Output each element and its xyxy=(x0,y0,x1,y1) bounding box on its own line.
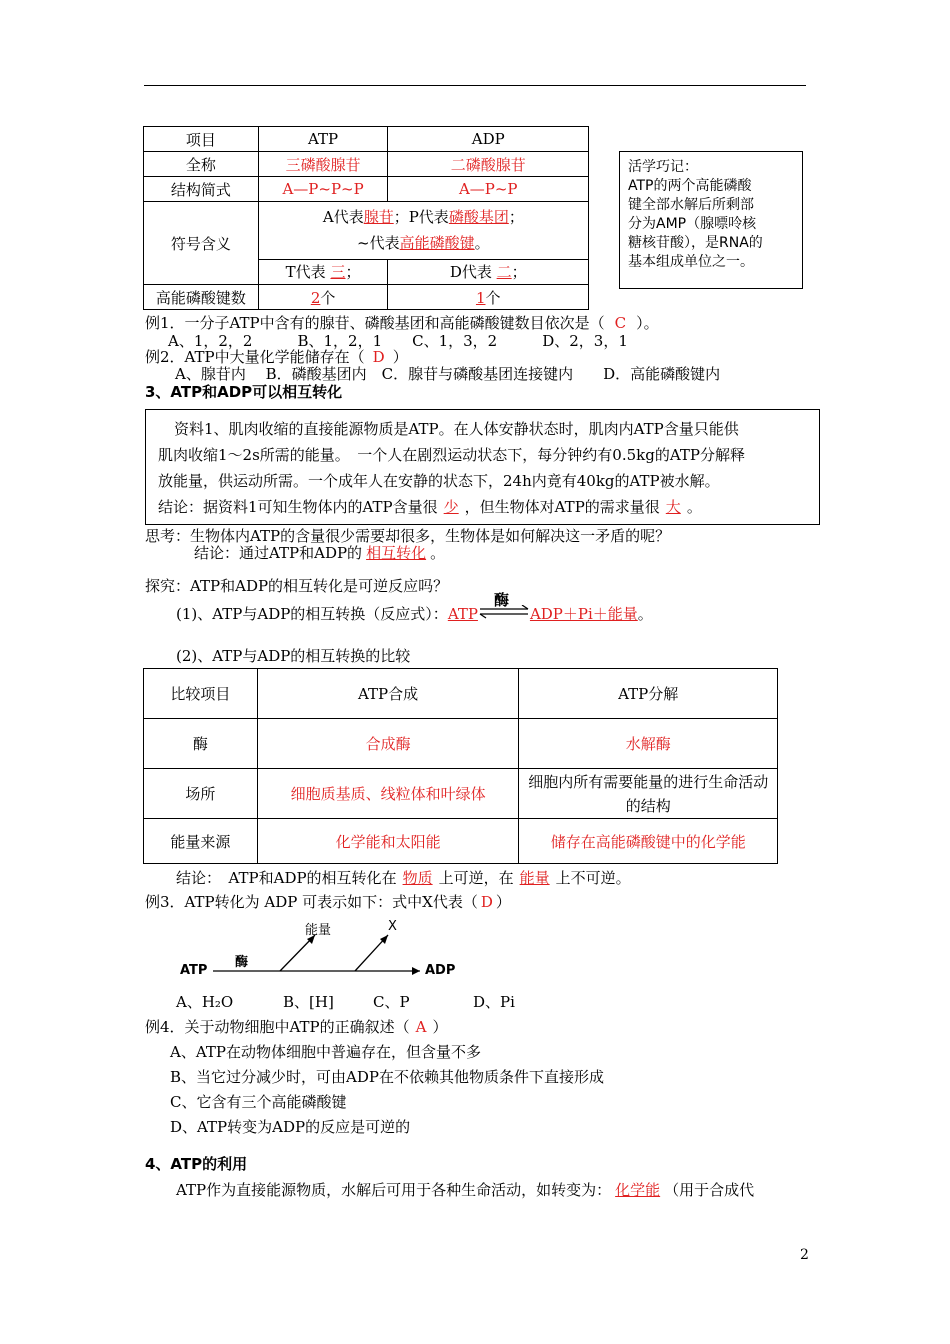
memo-title: 活学巧记： xyxy=(628,159,698,175)
memo-line: 键全部水解后所剩部 xyxy=(628,197,754,213)
ex4-text: 例4．关于动物细胞中ATP的正确叙述（ xyxy=(145,1018,410,1036)
synthesis-energy: 化学能和太阳能 xyxy=(257,819,519,864)
tilde-suffix: 。 xyxy=(474,234,490,253)
row-energy-label: 能量来源 xyxy=(144,819,258,864)
think-conclusion xyxy=(194,542,445,563)
example-2-options: A、腺苷内 B．磷酸基团内 C．腺苷与磷酸基团连接键内 D．高能磷酸键内 xyxy=(175,365,721,383)
th-atp: ATP xyxy=(258,127,388,152)
a-answer: 腺苷 xyxy=(363,208,394,227)
diagram-adp: ADP xyxy=(425,963,456,978)
example-4-question xyxy=(145,1016,448,1037)
th-item: 项目 xyxy=(144,127,259,152)
atp-bonds: 2 xyxy=(310,288,321,307)
memo-line: 分为AMP（腺嘌呤核 xyxy=(628,216,757,232)
a-prefix: A代表 xyxy=(322,208,364,227)
reaction-line xyxy=(176,591,653,624)
reaction-end: 。 xyxy=(637,605,653,623)
adp-fullname: 二磷酸腺苷 xyxy=(388,152,589,177)
t-prefix: T代表 xyxy=(285,263,326,282)
conclusion-text: 结论：据资料1可知生物体内的ATP含量很 xyxy=(158,498,438,516)
ex2-text: 例2．ATP中大量化学能储存在（ xyxy=(145,348,365,366)
conv-end: 上不可逆。 xyxy=(555,869,631,887)
ex1-end: ）。 xyxy=(636,314,659,332)
reaction-enzyme: 酶 xyxy=(493,591,509,609)
material-box xyxy=(145,409,820,525)
ex4-answer: A xyxy=(415,1018,427,1036)
section-3-heading: 3、ATP和ADP可以相互转化 xyxy=(145,383,343,401)
conclusion-answer-2: 大 xyxy=(665,498,681,516)
ex1-text: 例1．一分子ATP中含有的腺苷、磷酸基团和高能磷酸键数目依次是（ xyxy=(145,314,605,332)
use-end: （用于合成代 xyxy=(664,1181,755,1199)
adp-bonds-cell xyxy=(388,285,589,310)
atp-use-text xyxy=(176,1179,754,1200)
conv-answer-1: 物质 xyxy=(402,869,433,887)
conv-text: 结论： ATP和ADP的相互转化在 xyxy=(176,869,397,887)
row-bonds-label: 高能磷酸键数 xyxy=(144,285,259,310)
adp-structure: A—P~P xyxy=(388,177,589,202)
conv-answer-2: 能量 xyxy=(519,869,550,887)
ex3-option-d: D、Pi xyxy=(473,993,515,1011)
think-end: 。 xyxy=(430,544,446,562)
p-prefix: ；P代表 xyxy=(393,208,449,227)
t-suffix: ； xyxy=(345,263,361,282)
p-suffix: ； xyxy=(508,208,524,227)
ex3-option-b: B、[H] xyxy=(283,993,334,1011)
d-answer: 二 xyxy=(496,263,512,282)
example-3-question xyxy=(145,891,511,912)
synthesis-enzyme: 合成酶 xyxy=(257,719,519,769)
page-number: 2 xyxy=(800,1247,809,1263)
th-compare: 比较项目 xyxy=(144,669,258,719)
ex4-option-b: B、当它过分减少时，可由ADP在不依赖其他物质条件下直接形成 xyxy=(170,1068,604,1086)
atp-structure: A—P~P~P xyxy=(258,177,388,202)
adp-bonds: 1 xyxy=(475,288,486,307)
conversion-conclusion xyxy=(176,867,631,888)
p-answer: 磷酸基团 xyxy=(448,208,509,227)
memo-line: 糖核苷酸），是RNA的 xyxy=(628,235,763,251)
memory-tip-box xyxy=(619,151,803,289)
atp-adp-table xyxy=(143,126,589,310)
ex3-answer: D xyxy=(480,893,493,911)
use-answer: 化学能 xyxy=(615,1181,661,1199)
ex3-text: 例3．ATP转化为 ADP 可表示如下：式中X代表（ xyxy=(145,893,478,911)
th-hydrolysis: ATP分解 xyxy=(519,669,778,719)
hydrolysis-energy: 储存在高能磷酸键中的化学能 xyxy=(519,819,778,864)
reaction-atp: ATP xyxy=(447,605,478,623)
row-symbol-label: 符号含义 xyxy=(144,202,259,285)
material-conclusion xyxy=(158,494,809,520)
d-suffix: ； xyxy=(511,263,527,282)
use-text: ATP作为直接能源物质，水解后可用于各种生命活动，如转变为： xyxy=(176,1181,612,1199)
hydrolysis-enzyme: 水解酶 xyxy=(519,719,778,769)
t-answer: 三 xyxy=(330,263,346,282)
row-structure-label: 结构简式 xyxy=(144,177,259,202)
diagram-enzyme: 酶 xyxy=(235,955,249,970)
material-line: 肌肉收缩1～2s所需的能量。 一个人在剧烈运动状态下，每分钟约有0.5kg的ATP分解释 xyxy=(158,446,745,464)
think-conclusion-text: 结论：通过ATP和ADP的 xyxy=(194,544,363,562)
d-prefix: D代表 xyxy=(449,263,492,282)
ex2-answer: D xyxy=(372,348,385,366)
conclusion-answer-1: 少 xyxy=(443,498,459,516)
hydrolysis-location: 细胞内所有需要能量的进行生命活动的结构 xyxy=(519,769,778,819)
reaction-products: ADP＋Pi＋能量 xyxy=(529,605,638,623)
comparison-table xyxy=(143,668,778,864)
memo-line: 基本组成单位之一。 xyxy=(628,254,754,270)
ex3-end: ） xyxy=(495,893,511,911)
reaction-prefix: (1)、ATP与ADP的相互转换（反应式）： xyxy=(176,605,448,623)
diagram-x: X xyxy=(388,919,397,934)
conclusion-end: 。 xyxy=(686,498,702,516)
material-line: 资料1、肌肉收缩的直接能源物质是ATP。在人体安静状态时，肌肉内ATP含量只能供 xyxy=(174,420,739,438)
section-4-heading: 4、ATP的利用 xyxy=(145,1155,248,1173)
diagram-energy: 能量 xyxy=(305,923,332,938)
ex4-option-d: D、ATP转变为ADP的反应是可逆的 xyxy=(170,1118,411,1136)
header-rule xyxy=(144,85,806,86)
ex4-end: ） xyxy=(432,1018,448,1036)
conv-text-mid: 上可逆，在 xyxy=(438,869,514,887)
ex3-option-c: C、P xyxy=(373,993,410,1011)
row-enzyme-label: 酶 xyxy=(144,719,258,769)
adp-bonds-unit: 个 xyxy=(485,288,501,307)
ex1-answer: C xyxy=(614,314,627,332)
material-line: 放能量，供运动所需。一个成年人在安静的状态下，24h内竟有40kg的ATP被水解。 xyxy=(158,472,720,490)
think-question: 思考：生物体内ATP的含量很少需要却很多，生物体是如何解决这一矛盾的呢？ xyxy=(145,527,671,545)
atp-fullname: 三磷酸腺苷 xyxy=(258,152,388,177)
reversible-arrow-icon xyxy=(478,591,530,619)
think-answer: 相互转化 xyxy=(366,544,427,562)
tilde-prefix: ~代表 xyxy=(357,234,400,253)
atp-diagram xyxy=(175,915,475,985)
explore-title: 探究：ATP和ADP的相互转化是可逆反应吗？ xyxy=(145,577,449,595)
row-fullname-label: 全称 xyxy=(144,152,259,177)
t-meaning-cell xyxy=(258,259,388,284)
th-synthesis: ATP合成 xyxy=(257,669,519,719)
compare-title: (2)、ATP与ADP的相互转换的比较 xyxy=(176,647,411,665)
symbol-meaning-cell xyxy=(258,202,588,260)
atp-bonds-cell xyxy=(258,285,388,310)
conclusion-text-mid: ，但生物体对ATP的需求量很 xyxy=(464,498,660,516)
ex4-option-c: C、它含有三个高能磷酸键 xyxy=(170,1093,347,1111)
memo-line: ATP的两个高能磷酸 xyxy=(628,178,752,194)
d-meaning-cell xyxy=(388,259,589,284)
th-adp: ADP xyxy=(388,127,589,152)
row-location-label: 场所 xyxy=(144,769,258,819)
synthesis-location: 细胞质基质、线粒体和叶绿体 xyxy=(257,769,519,819)
example-1-options: A、1，2，2 B、1，2，1 C、1，3，2 D、2，3，1 xyxy=(168,332,628,350)
tilde-answer: 高能磷酸键 xyxy=(399,234,475,253)
ex4-option-a: A、ATP在动物体细胞中普遍存在，但含量不多 xyxy=(170,1043,481,1061)
diagram-atp: ATP xyxy=(180,963,208,978)
ex2-end: ） xyxy=(392,348,408,366)
ex3-option-a: A、H₂O xyxy=(176,993,234,1011)
atp-bonds-unit: 个 xyxy=(320,288,336,307)
